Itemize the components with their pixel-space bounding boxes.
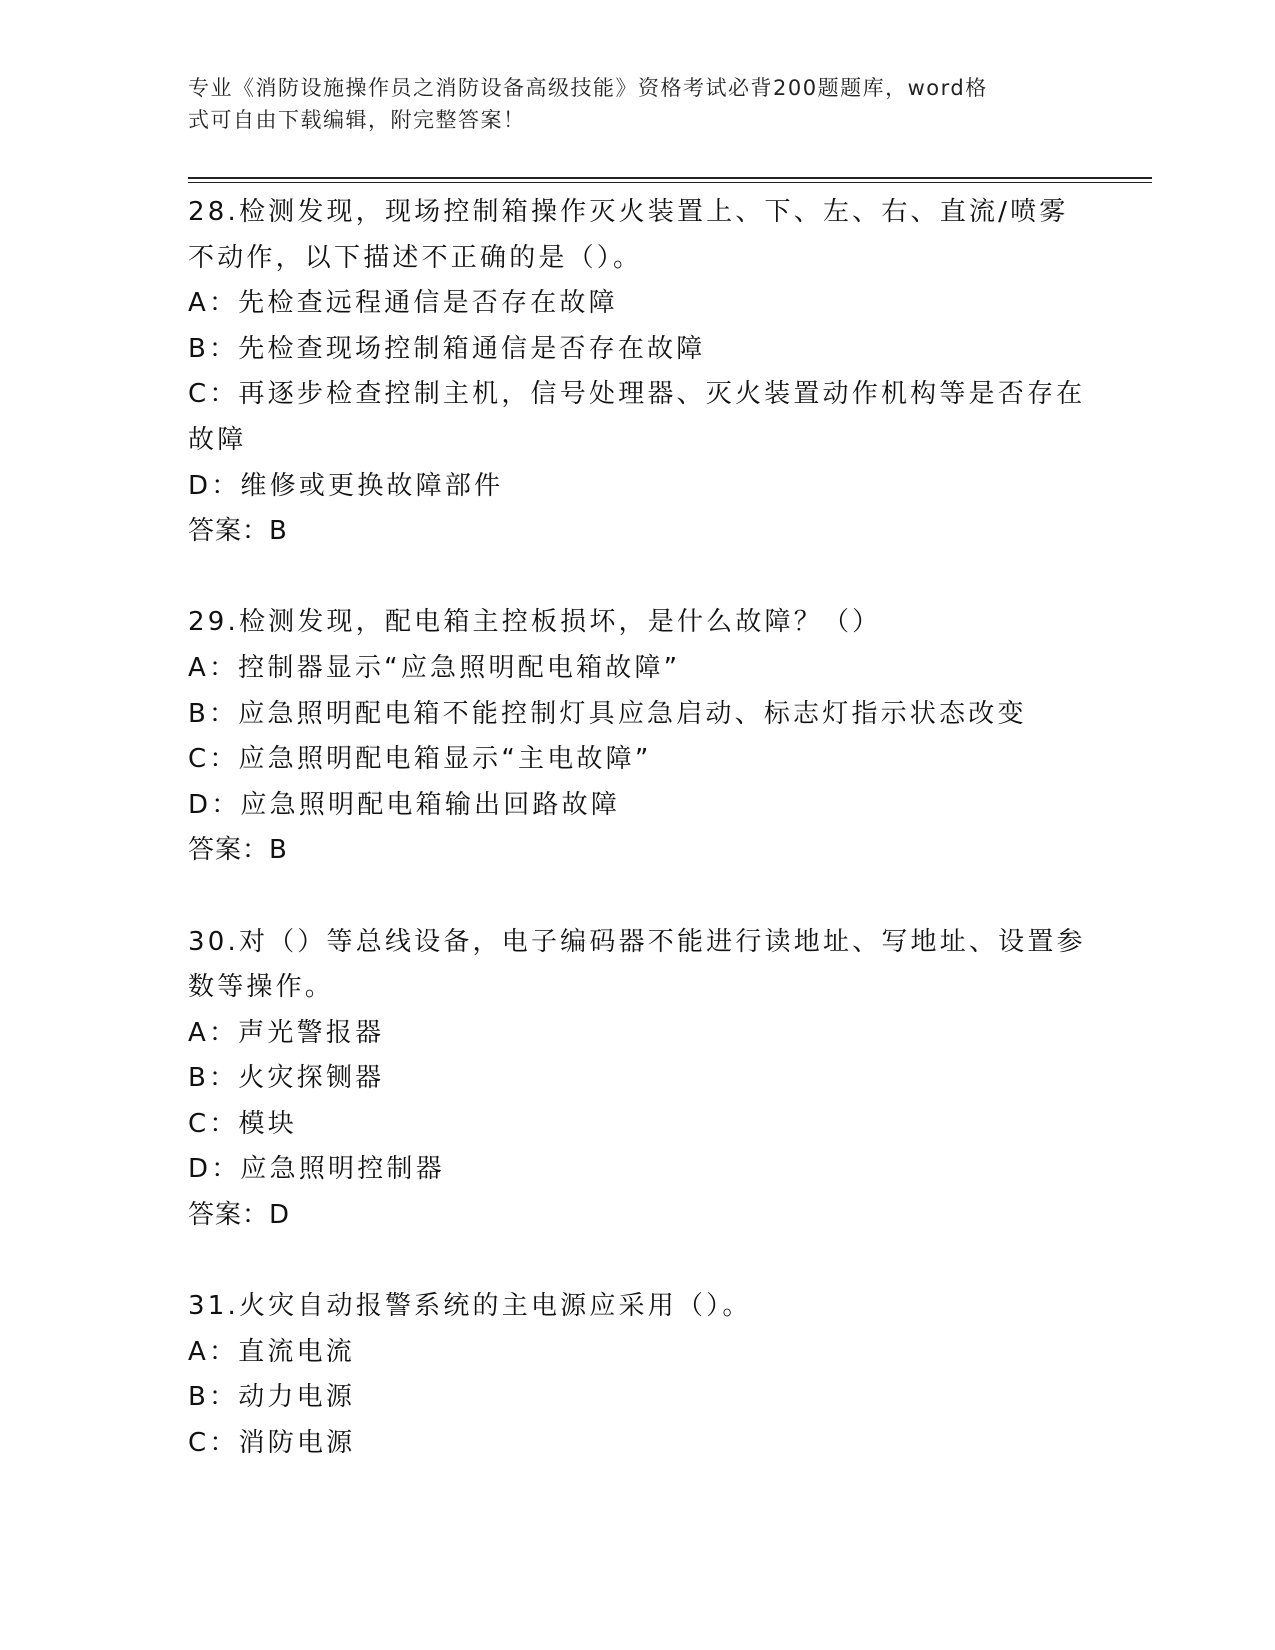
header-divider <box>188 177 1152 179</box>
header-divider <box>188 182 1152 183</box>
answer-option: B：应急照明配电箱不能控制灯具应急启动、标志灯指示状态改变 <box>188 698 1027 729</box>
answer-option: C：模块 <box>188 1108 297 1139</box>
answer-option: D：维修或更换故障部件 <box>188 470 504 501</box>
question-text: 28.检测发现，现场控制箱操作灭火装置上、下、左、右、直流/喷雾 <box>188 197 1069 227</box>
question-spacer <box>188 555 1088 601</box>
answer-key: 答案：B <box>188 835 288 866</box>
answer-option: B：先检查现场控制箱通信是否存在故障 <box>188 333 706 364</box>
question-block <box>188 600 1088 874</box>
answer-option: A：控制器显示“应急照明配电箱故障” <box>188 652 681 683</box>
answer-option: D：应急照明配电箱输出回路故障 <box>188 789 621 820</box>
answer-option: D：应急照明控制器 <box>188 1154 445 1185</box>
answer-option: B：火灾探铡器 <box>188 1063 385 1094</box>
answer-option: A：直流电流 <box>188 1336 355 1367</box>
answer-key: 答案：B <box>188 516 288 547</box>
question-list <box>188 190 1088 1467</box>
question-text: 数等操作。 <box>188 972 335 1003</box>
answer-option: C：消防电源 <box>188 1428 356 1459</box>
header-line: 式可自由下载编辑，附完整答案！ <box>188 108 526 132</box>
question-block <box>188 1284 1088 1466</box>
question-block <box>188 920 1088 1239</box>
document-header <box>188 72 1068 136</box>
question-text: 29.检测发现，配电箱主控板损坏，是什么故障？（） <box>188 607 882 638</box>
answer-option: B：动力电源 <box>188 1382 356 1413</box>
answer-option: A：先检查远程通信是否存在故障 <box>188 288 618 319</box>
answer-key: 答案：D <box>188 1200 291 1231</box>
question-spacer <box>188 1239 1088 1285</box>
answer-option: A：声光警报器 <box>188 1017 385 1048</box>
question-spacer <box>188 874 1088 920</box>
answer-option: 故障 <box>188 424 247 455</box>
header-line: 专业《消防设施操作员之消防设备高级技能》资格考试必背200题题库，word格 <box>188 76 988 100</box>
answer-option: C：再逐步检查控制主机，信号处理器、灭火装置动作机构等是否存在 <box>188 379 1086 410</box>
question-text: 31.火灾自动报警系统的主电源应采用（）。 <box>188 1291 752 1322</box>
answer-option: C：应急照明配电箱显示“主电故障” <box>188 744 652 775</box>
question-text: 30.对（）等总线设备，电子编码器不能进行读地址、写地址、设置参 <box>188 926 1086 957</box>
question-text: 不动作，以下描述不正确的是（）。 <box>188 242 643 273</box>
question-block <box>188 190 1088 555</box>
